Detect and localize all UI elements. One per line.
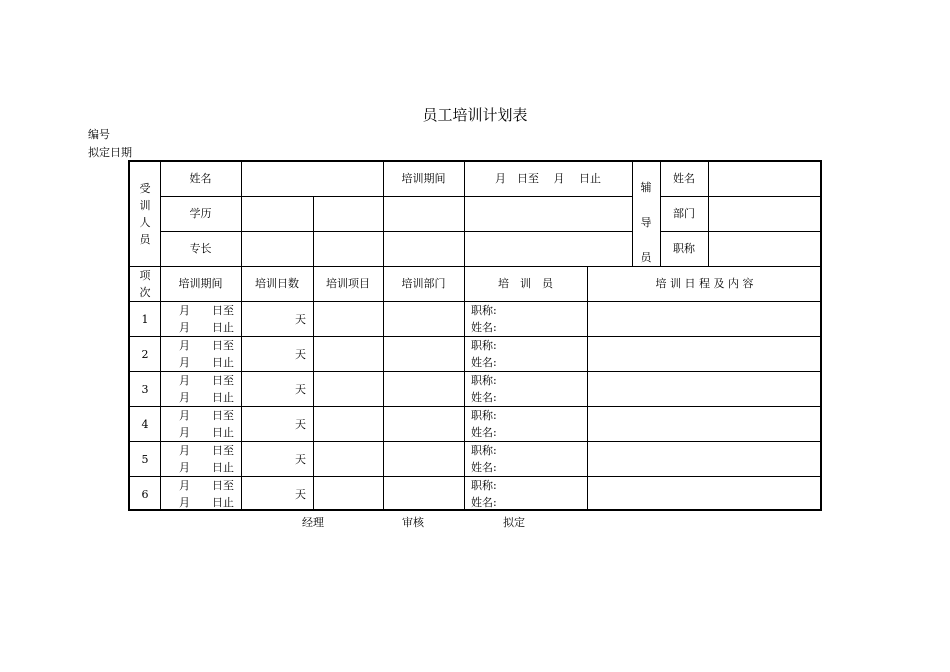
row-trainer-name: 姓名: xyxy=(471,496,497,509)
row-days: 天 xyxy=(295,488,306,501)
row-from: 月 日至 xyxy=(179,374,234,387)
row-days: 天 xyxy=(295,383,306,396)
col-period-header: 培训期间 xyxy=(178,277,223,290)
row-trainer-name: 姓名: xyxy=(471,321,497,334)
row-number: 2 xyxy=(141,348,149,361)
trainee-specialty-label: 专长 xyxy=(189,242,212,255)
row-number: 5 xyxy=(141,453,149,466)
review-signature-label: 审核 xyxy=(402,516,424,529)
col-schedule-header: 培 训 日 程 及 内 容 xyxy=(655,277,754,290)
row-trainer-title: 职称: xyxy=(471,479,497,492)
row-trainer-title: 职称: xyxy=(471,444,497,457)
row-to: 月 日止 xyxy=(179,356,234,369)
date-label: 拟定日期 xyxy=(88,146,132,159)
row-trainer-name: 姓名: xyxy=(471,391,497,404)
page-title: 员工培训计划表 xyxy=(422,106,528,124)
draft-signature-label: 拟定 xyxy=(503,516,525,529)
row-number: 6 xyxy=(141,488,149,501)
row-trainer-title: 职称: xyxy=(471,374,497,387)
row-to: 月 日止 xyxy=(179,426,234,439)
row-from: 月 日至 xyxy=(179,444,234,457)
row-number: 3 xyxy=(141,383,149,396)
manager-signature-label: 经理 xyxy=(302,516,324,529)
row-number: 1 xyxy=(141,313,149,326)
row-trainer-title: 职称: xyxy=(471,409,497,422)
row-trainer-title: 职称: xyxy=(471,304,497,317)
row-from: 月 日至 xyxy=(179,479,234,492)
tutor-title-label: 职称 xyxy=(673,242,695,255)
row-to: 月 日止 xyxy=(179,496,234,509)
trainee-name-label: 姓名 xyxy=(189,172,212,185)
trainee-education-label: 学历 xyxy=(189,207,212,220)
item-no-header: 项 次 xyxy=(139,269,151,299)
row-to: 月 日止 xyxy=(179,391,234,404)
row-trainer-name: 姓名: xyxy=(471,356,497,369)
serial-label: 编号 xyxy=(88,128,110,141)
tutor-dept-label: 部门 xyxy=(673,207,695,220)
row-trainer-title: 职称: xyxy=(471,339,497,352)
row-days: 天 xyxy=(295,313,306,326)
row-days: 天 xyxy=(295,348,306,361)
row-trainer-name: 姓名: xyxy=(471,426,497,439)
trainee-period-value: 月 日至 月 日止 xyxy=(495,172,601,185)
row-days: 天 xyxy=(295,453,306,466)
row-from: 月 日至 xyxy=(179,304,234,317)
col-dept-header: 培训部门 xyxy=(401,277,446,290)
row-from: 月 日至 xyxy=(179,409,234,422)
row-number: 4 xyxy=(141,418,149,431)
row-to: 月 日止 xyxy=(179,461,234,474)
row-days: 天 xyxy=(295,418,306,431)
col-days-header: 培训日数 xyxy=(255,277,299,290)
row-to: 月 日止 xyxy=(179,321,234,334)
trainee-period-label: 培训期间 xyxy=(401,172,446,185)
trainee-group-label: 受 训 人 员 xyxy=(139,182,151,246)
col-project-header: 培训项目 xyxy=(326,277,370,290)
tutor-name-label: 姓名 xyxy=(673,172,695,185)
row-from: 月 日至 xyxy=(179,339,234,352)
row-trainer-name: 姓名: xyxy=(471,461,497,474)
col-trainer-header: 培 训 员 xyxy=(498,277,553,290)
tutor-group-label: 辅 导 员 xyxy=(640,181,652,264)
training-plan-table xyxy=(128,160,822,511)
